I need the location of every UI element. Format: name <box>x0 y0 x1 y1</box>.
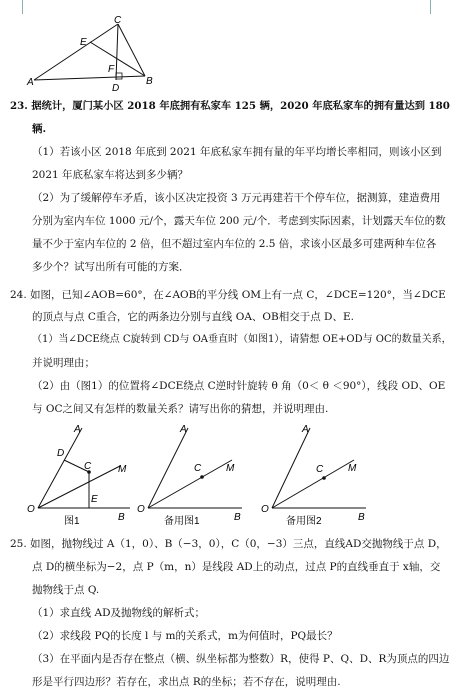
spare-figure-2 <box>256 420 381 530</box>
spare-figure-1 <box>132 420 257 530</box>
spare2-caption: 备用图2 <box>286 516 322 527</box>
page-corner-mark-left <box>22 0 23 14</box>
fig1-caption: 图1 <box>64 516 80 527</box>
p23-line-1: 23. 据统计，厦门某小区 2018 年底拥有私家车 125 辆，2020 年底私家车的拥有量达到 180 <box>10 100 450 112</box>
p25-line-1: 25. 如图，抛物线过 A（1，0）、B（−3，0），C（0，−3）三点，直线AD交抛物线于点 D， <box>10 538 447 550</box>
p24-line-2: 的顶点与点 C重合，它的两条边分别与直线 OA、OB相交于点 D、E. <box>32 311 354 323</box>
p23-line-7: 量不少于室内车位的 2 倍，但不超过室内车位的 2.5 倍，求该小区最多可建两种车位各 <box>32 238 437 250</box>
fig-label-a: A <box>27 77 34 88</box>
fig1-label-e: E <box>91 494 98 505</box>
p24-line-1: 24. 如图，已知∠AOB=60°，在∠AOB的平分线 OM上有一点 C，∠DCE=120°，当∠DCE <box>10 289 446 301</box>
p24-line-3: （1）当∠DCE绕点 C旋转到 CD与 OA垂直时（如图1），请猜想 OE+OD与 OC的数量关系， <box>32 334 452 345</box>
spare1-caption: 备用图1 <box>164 516 200 527</box>
p25-line-6: （3）在平面内是否存在整点（横、纵坐标都为整数）R，使得 P、Q、D、R为顶点的四边 <box>32 653 450 665</box>
p23-line-2: 辆. <box>32 123 47 135</box>
p25-line-3: 抛物线于点 Q. <box>32 584 100 596</box>
fig1-label-o: O <box>27 504 35 515</box>
p25-line-5: （2）求线段 PQ的长度 l 与 m的关系式，m为何值时，PQ最长？ <box>32 630 338 642</box>
fig1-label-d: D <box>57 448 65 459</box>
spare2-label-b: B <box>358 512 365 523</box>
spare2-label-o: O <box>261 504 269 515</box>
triangle-figure <box>26 14 161 94</box>
p23-line-3: （1）若该小区 2018 年底到 2021 年底私家车拥有量的年平均增长率相同，则该小区到 <box>32 146 442 158</box>
figure-1 <box>22 420 142 530</box>
fig1-label-c: C <box>84 461 92 472</box>
p23-line-4: 2021 年底私家车将达到多少辆？ <box>32 169 189 181</box>
spare1-label-a: A <box>180 424 187 435</box>
spare1-label-c: C <box>194 463 202 474</box>
fig1-label-m: M <box>118 464 127 475</box>
fig-label-b: B <box>146 76 153 87</box>
p23-line-8: 多少个？试写出所有可能的方案． <box>32 261 190 273</box>
spare1-label-m: M <box>226 463 235 474</box>
fig-label-e: E <box>80 37 87 48</box>
p25-line-4: （1）求直线 AD及抛物线的解析式； <box>32 607 206 619</box>
fig1-label-a: A <box>74 424 81 435</box>
spare1-label-o: O <box>137 504 145 515</box>
p23-line-6: 分别为室内车位 1000 元/个，露天车位 200 元/个．考虑到实际因素，计划露天车位的数 <box>32 215 446 227</box>
fig-label-f: F <box>108 64 115 75</box>
p23-line-5: （2）为了缓解停车矛盾，该小区决定投资 3 万元再建若干个停车位，据测算，建造费用 <box>32 192 441 204</box>
spare2-label-a: A <box>302 424 309 435</box>
spare2-label-c: C <box>316 464 324 475</box>
p24-line-5: （2）由（图1）的位置将∠DCE绕点 C逆时针旋转 θ 角（0＜ θ ＜90°），线段 OD、OE <box>32 380 446 392</box>
spare2-label-m: M <box>348 463 357 474</box>
p25-line-7: 形是平行四边形？若存在，求出点 R的坐标；若不存在，说明理由. <box>32 676 341 688</box>
p24-line-4: 并说明理由； <box>32 357 95 369</box>
page-corner-mark-right <box>430 0 431 14</box>
p24-line-6: 与 OC之间又有怎样的数量关系？请写出你的猜想，并说明理由. <box>32 403 329 415</box>
fig-label-c: C <box>114 15 122 26</box>
fig-label-d: D <box>112 83 120 94</box>
fig1-label-b: B <box>118 512 125 523</box>
p25-line-2: 点 D的横坐标为−2，点 P（m，n）是线段 AD上的动点，过点 P的直线垂直于 x轴，交 <box>32 561 441 573</box>
spare1-label-b: B <box>234 512 241 523</box>
